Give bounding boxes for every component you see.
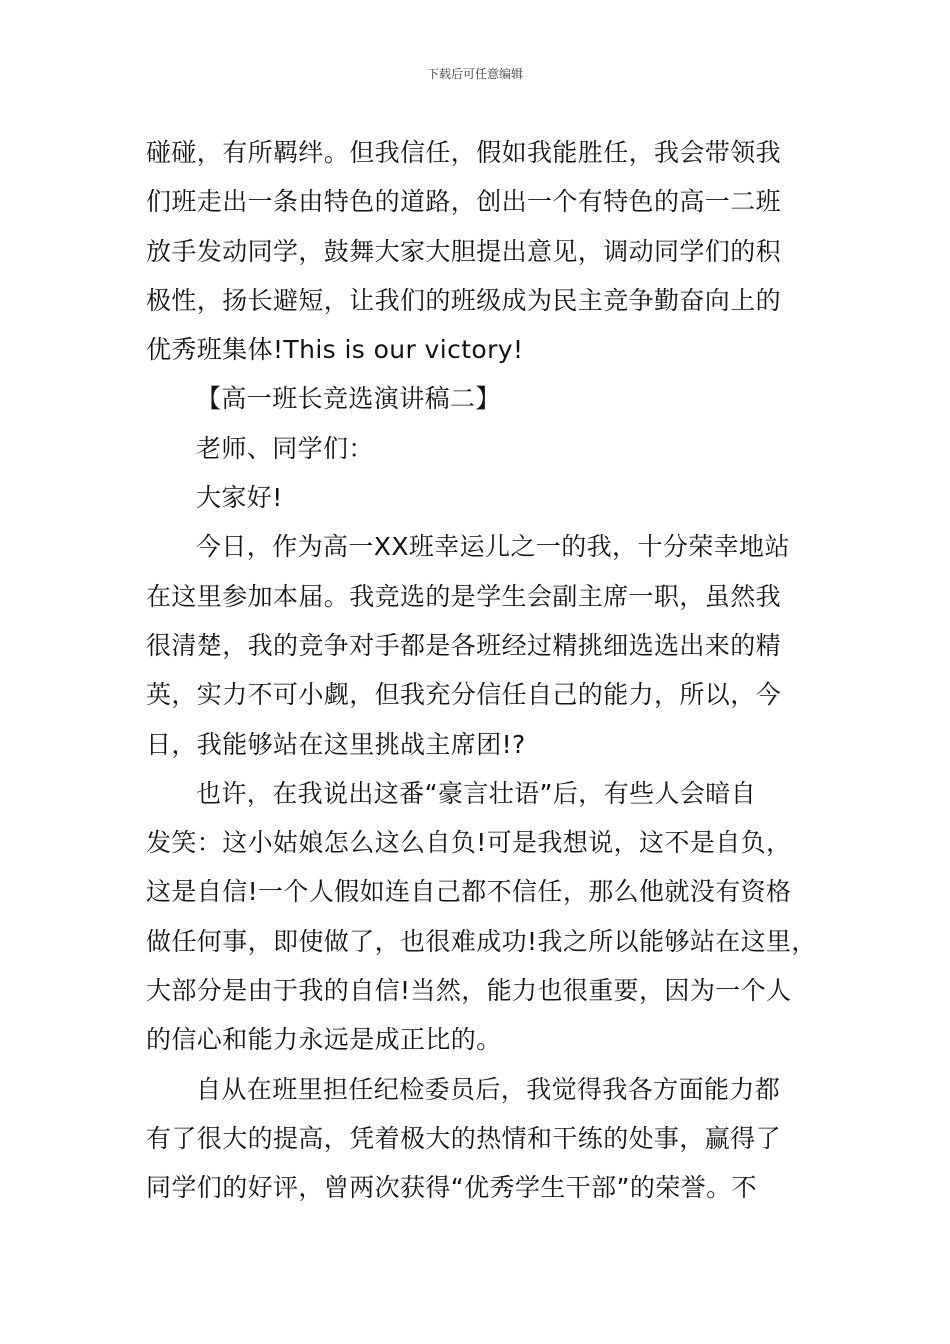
text-line: 极性，扬长避短，让我们的班级成为民主竞争勤奋向上的	[146, 285, 782, 315]
text-line: 同学们的好评，曾两次获得“优秀学生干部”的荣誉。不	[146, 1173, 757, 1203]
text-line: 做任何事，即使做了，也很难成功!我之所以能够站在这里，	[146, 926, 817, 956]
text-line: 们班走出一条由特色的道路，创出一个有特色的高一二班	[146, 187, 782, 217]
text-line: 很清楚，我的竞争对手都是各班经过精挑细选选出来的精	[146, 630, 782, 660]
section-heading: 【高一班长竞选演讲稿二】	[196, 384, 501, 414]
text-line: 大部分是由于我的自信!当然，能力也很重要，因为一个人	[146, 976, 792, 1006]
text-line: 日，我能够站在这里挑战主席团!?	[146, 729, 526, 759]
text-line: 的信心和能力永远是成正比的。	[146, 1025, 502, 1055]
salutation: 老师、同学们：	[196, 433, 374, 463]
text-line: 有了很大的提高，凭着极大的热情和干练的处事，赢得了	[146, 1123, 782, 1153]
greeting: 大家好!	[196, 483, 283, 513]
document-body	[146, 128, 826, 1213]
text-line: 这是自信!一个人假如连自己都不信任，那么他就没有资格	[146, 877, 792, 907]
text-line: 在这里参加本届。我竞选的是学生会副主席一职，虽然我	[146, 581, 782, 611]
page-header: 下载后可任意编辑	[426, 67, 523, 81]
text-line: 放手发动同学，鼓舞大家大胆提出意见，调动同学们的积	[146, 236, 782, 266]
text-line: 英，实力不可小觑，但我充分信任自己的能力，所以，今	[146, 680, 782, 710]
paragraph-start: 今日，作为高一XX班幸运儿之一的我，十分荣幸地站	[196, 532, 790, 562]
text-line: 碰碰，有所羁绊。但我信任，假如我能胜任，我会带领我	[146, 138, 782, 167]
paragraph-start: 也许，在我说出这番“豪言壮语”后，有些人会暗自	[196, 778, 757, 808]
paragraph-start: 自从在班里担任纪检委员后，我觉得我各方面能力都	[196, 1074, 781, 1104]
text-line: 发笑：这小姑娘怎么这么自负!可是我想说，这不是自负，	[146, 828, 792, 858]
text-line: 优秀班集体!This is our victory!	[146, 335, 524, 365]
